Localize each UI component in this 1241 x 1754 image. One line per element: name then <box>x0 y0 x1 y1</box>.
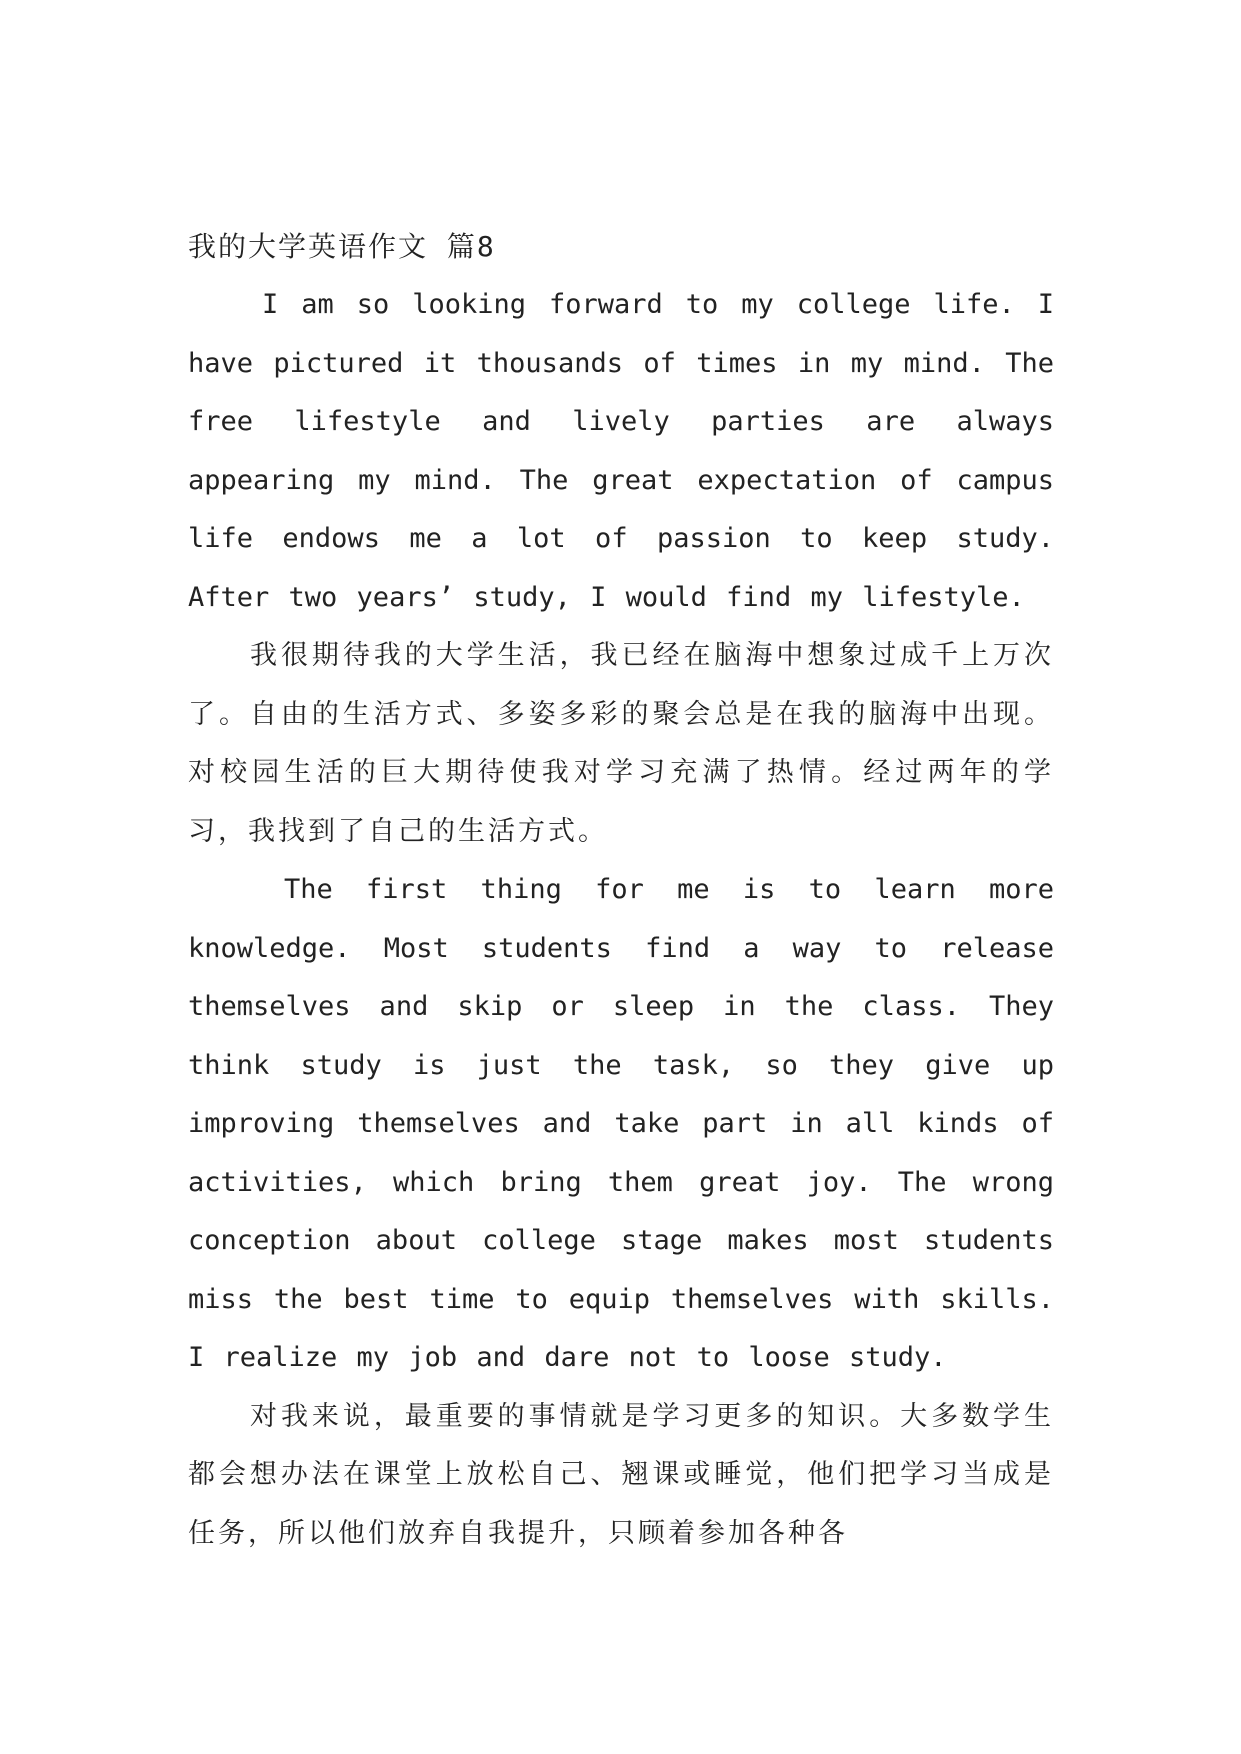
paragraph-english-2: The first thing for me is to learn more knowledge. Most students find a way to release themselves and skip or sleep in the class. They think study is just the task, so they give up improving themselves and take part in all kinds of activities, which bring them great joy. The wrong conception about college stage makes most students miss the best time to equip themselves with skills. I realize my job and dare not to loose study. <box>188 874 1054 1373</box>
document-heading: 我的大学英语作文 篇8 <box>188 230 496 263</box>
document-body <box>188 218 1054 1563</box>
paragraph-chinese-1: 我很期待我的大学生活，我已经在脑海中想象过成千上万次了。自由的生活方式、多姿多彩的聚会总是在我的脑海中出现。对校园生活的巨大期待使我对学习充满了热情。经过两年的学习，我找到了自己的生活方式。 <box>188 640 1054 847</box>
paragraph-english-1: I am so looking forward to my college life. I have pictured it thousands of times in my mind. The free lifestyle and lively parties are always appearing my mind. The great expectation of campus life endows me a lot of passion to keep study. After two years’ study, I would find my lifestyle. <box>188 289 1054 613</box>
paragraph-chinese-2: 对我来说，最重要的事情就是学习更多的知识。大多数学生都会想办法在课堂上放松自己、翘课或睡觉，他们把学习当成是任务，所以他们放弃自我提升，只顾着参加各种各 <box>188 1400 1054 1549</box>
